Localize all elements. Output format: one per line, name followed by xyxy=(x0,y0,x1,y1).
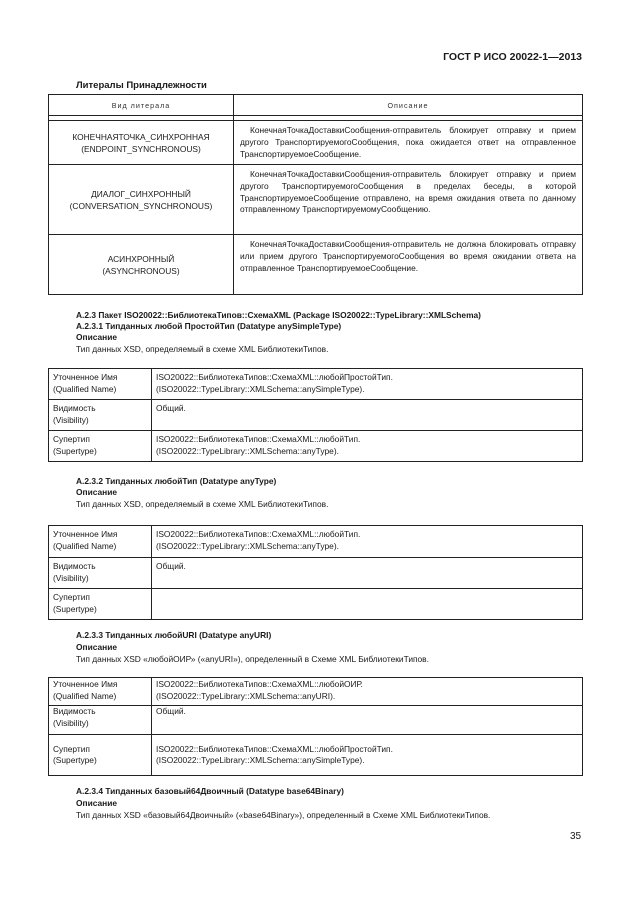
literal-name xyxy=(49,165,234,235)
attribute-key: Уточненное Имя (Qualified Name) xyxy=(49,678,152,706)
attribute-row xyxy=(49,735,583,776)
attribute-value: ISO20022::БиблиотекаТипов::СхемаXML::любойТип. (ISO20022::TypeLibrary::XMLSchema::anyType). xyxy=(152,526,583,558)
literal-description: КонечнаяТочкаДоставкиСообщения-отправитель не должна блокировать отправку или прием другого ТранспортируемогоСообщения во время ожидании ответа на отправленное ТранспортируемоеСообщение. xyxy=(234,235,583,295)
attribute-row xyxy=(49,706,583,735)
attribute-table-a231 xyxy=(48,368,583,462)
literal-name-en: (ASYNCHRONOUS) xyxy=(102,265,180,276)
attribute-row xyxy=(49,558,583,589)
document-id: ГОСТ Р ИСО 20022-1—2013 xyxy=(443,51,582,63)
literal-name-ru: АСИНХРОННЫЙ xyxy=(107,253,175,264)
literal-name-en: (ENDPOINT_SYNCHRONOUS) xyxy=(81,143,201,154)
section-heading-a232: A.2.3.2 Типданных любойТип (Datatype anyType) xyxy=(76,476,277,486)
attribute-value: Общий. xyxy=(152,558,583,589)
section-heading-a233: A.2.3.3 Типданных любойURI (Datatype anyURI) xyxy=(76,630,272,640)
literal-name xyxy=(49,235,234,295)
section-heading-a23: A.2.3 Пакет ISO20022::БиблиотекаТипов::СхемаXML (Package ISO20022::TypeLibrary::XMLSchema) xyxy=(76,310,481,320)
attribute-row xyxy=(49,589,583,620)
literal-description: КонечнаяТочкаДоставкиСообщения-отправитель блокирует отправку и прием другого ТранспортируемогоСообщения, пока ожидается ответ на отправленное ТранспортируемоеСообщение. xyxy=(234,121,583,165)
description-text: Тип данных XSD «любойОИР» («anyURI»), определенный в Схеме XML БиблиотекиТипов. xyxy=(76,654,429,664)
literals-title: Литералы Принадлежности xyxy=(76,80,207,91)
description-label: Описание xyxy=(76,332,118,342)
description-text: Тип данных XSD «базовый64Двоичный» («base64Binary»), определенный в Схеме XML БиблиотекиТипов. xyxy=(76,810,491,820)
attribute-key: Супертип (Supertype) xyxy=(49,735,152,776)
attribute-row xyxy=(49,431,583,462)
attribute-table-a232 xyxy=(48,525,583,620)
literals-table xyxy=(48,94,583,295)
attribute-row xyxy=(49,678,583,706)
attribute-value: Общий. xyxy=(152,400,583,431)
literals-header-row xyxy=(49,95,583,116)
attribute-key: Уточненное Имя (Qualified Name) xyxy=(49,526,152,558)
description-text: Тип данных XSD, определяемый в схеме XML БиблиотекиТипов. xyxy=(76,499,329,509)
literal-name-ru: КОНЕЧНАЯТОЧКА_СИНХРОННАЯ xyxy=(72,131,210,142)
attribute-value: ISO20022::БиблиотекаТипов::СхемаXML::любойПростойТип. (ISO20022::TypeLibrary::XMLSchema::anySimpleType). xyxy=(152,369,583,400)
attribute-key: Супертип (Supertype) xyxy=(49,589,152,620)
literal-name xyxy=(49,121,234,165)
attribute-value: ISO20022::БиблиотекаТипов::СхемаXML::любойОИР. (ISO20022::TypeLibrary::XMLSchema::anyURI). xyxy=(152,678,583,706)
attribute-value: Общий. xyxy=(152,706,583,735)
description-header: Описание xyxy=(234,95,583,116)
literal-name-en: (CONVERSATION_SYNCHRONOUS) xyxy=(69,200,213,211)
attribute-key: Видимость (Visibility) xyxy=(49,706,152,735)
attribute-value xyxy=(152,589,583,620)
description-text: Тип данных XSD, определяемый в схеме XML БиблиотекиТипов. xyxy=(76,344,329,354)
section-heading-a234: A.2.3.4 Типданных базовый64Двоичный (Datatype base64Binary) xyxy=(76,786,344,796)
literal-name-ru: ДИАЛОГ_СИНХРОННЫЙ xyxy=(91,188,191,199)
attribute-value: ISO20022::БиблиотекаТипов::СхемаXML::любойТип. (ISO20022::TypeLibrary::XMLSchema::anyType). xyxy=(152,431,583,462)
attribute-row xyxy=(49,369,583,400)
attribute-value: ISO20022::БиблиотекаТипов::СхемаXML::любойПростойТип. (ISO20022::TypeLibrary::XMLSchema::anySimpleType). xyxy=(152,735,583,776)
attribute-row xyxy=(49,526,583,558)
literal-row xyxy=(49,235,583,295)
description-label: Описание xyxy=(76,798,118,808)
literal-description: КонечнаяТочкаДоставкиСообщения-отправитель блокирует отправку и прием другого ТранспортируемогоСообщения в пределах беседы, в которой ТранспортируемоеСообщение отправлено, на время ожидания ответа по данному отправленному ТранспортируемомуСообщению. xyxy=(234,165,583,235)
literal-kind-header: Вид литерала xyxy=(49,95,234,116)
attribute-row xyxy=(49,400,583,431)
attribute-key: Супертип (Supertype) xyxy=(49,431,152,462)
attribute-key: Уточненное Имя (Qualified Name) xyxy=(49,369,152,400)
attribute-key: Видимость (Visibility) xyxy=(49,400,152,431)
description-label: Описание xyxy=(76,487,118,497)
attribute-key: Видимость (Visibility) xyxy=(49,558,152,589)
section-heading-a231: A.2.3.1 Типданных любой ПростойТип (Datatype anySimpleType) xyxy=(76,321,342,331)
literal-row xyxy=(49,165,583,235)
literal-row xyxy=(49,121,583,165)
description-label: Описание xyxy=(76,642,118,652)
page-number: 35 xyxy=(570,831,582,842)
attribute-table-a233 xyxy=(48,677,583,776)
